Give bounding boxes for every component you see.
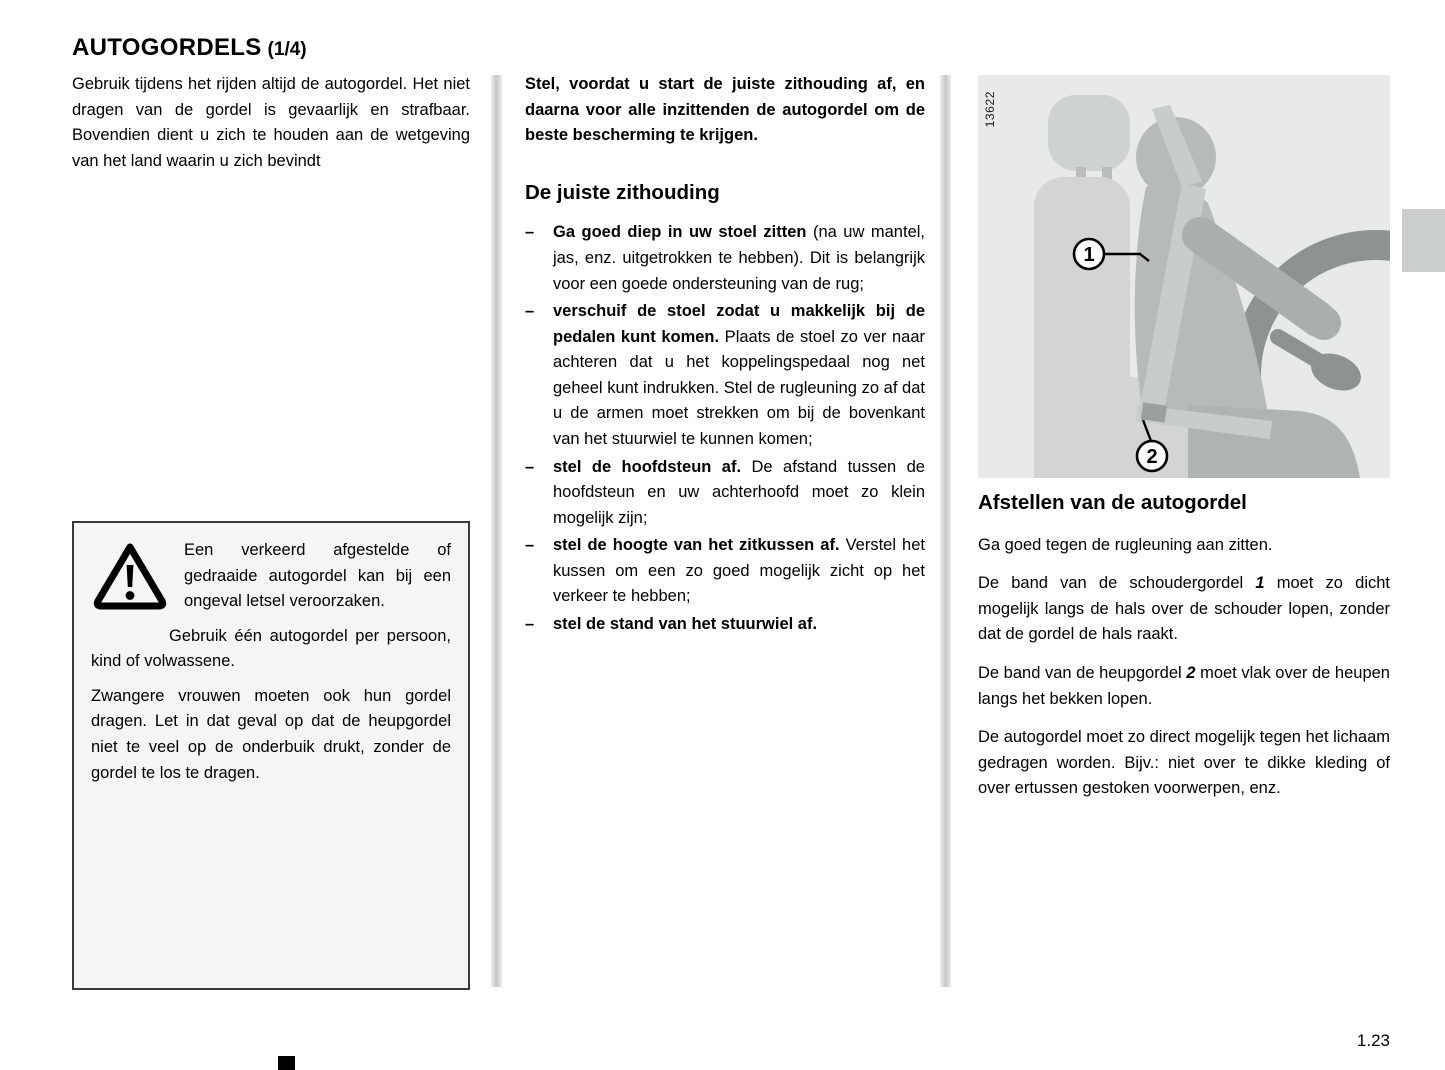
- adjust-paragraph: [978, 661, 1390, 712]
- paragraph-text: De band van de heupgordel: [978, 664, 1187, 683]
- heading-juiste-zithouding: De juiste zithouding: [525, 180, 720, 204]
- belt-buckle-shape: [1141, 402, 1167, 422]
- page-title: [72, 26, 307, 63]
- column-divider-left: [491, 75, 502, 987]
- list-item-text: Verstel het kussen om een zo goed mogelijk zicht op het verkeer te hebben;: [553, 536, 925, 606]
- dash-bullet: –: [525, 614, 535, 633]
- list-item-text: De afstand tussen de hoofdsteun en uw achterhoofd moet zo klein mogelijk zijn;: [553, 457, 925, 527]
- left-column: [72, 72, 470, 174]
- paragraph-text: moet vlak over de heupen langs het bekken lopen.: [978, 664, 1390, 708]
- list-item: [525, 299, 925, 452]
- adjust-paragraph: De autogordel moet zo direct mogelijk tegen het lichaam gedragen worden. Bijv.: niet over te dikke kleding of over ertussen gestoken voorwerpen, enz.: [978, 728, 1390, 798]
- headrest-shape: [1048, 95, 1130, 171]
- list-item-lead: verschuif de stoel zodat u makkelijk bij de pedalen kunt komen.: [553, 302, 925, 346]
- list-item: [525, 612, 925, 638]
- adjust-paragraph: [978, 571, 1390, 648]
- list-item-lead: stel de hoogte van het zitkussen af.: [553, 536, 840, 555]
- adjust-paragraph: Ga goed tegen de rugleuning aan zitten.: [978, 535, 1273, 554]
- right-column: [978, 487, 1390, 815]
- list-item-lead: stel de stand van het stuurwiel af.: [553, 614, 818, 633]
- page-title-main: AUTOGORDELS: [72, 34, 262, 61]
- seatbelt-intro-paragraph: Gebruik tijdens het rijden altijd de autogordel. Het niet dragen van de gordel is gevaarlijk en strafbaar. Bovendien dient u zich te houden aan de wetgeving van het land waarin u zich bevindt: [72, 75, 470, 170]
- middle-column: [525, 72, 925, 639]
- page-number: 1.23: [1356, 1031, 1390, 1050]
- dash-bullet: –: [525, 536, 535, 555]
- seatbelt-illustration: [978, 75, 1390, 478]
- print-registration-mark: [278, 1056, 295, 1070]
- list-item: [525, 533, 925, 610]
- list-item: [525, 455, 925, 532]
- callout-1-label: 1: [1083, 244, 1095, 266]
- figure-id: 13622: [983, 91, 997, 128]
- list-item-lead: Ga goed diep in uw stoel zitten: [553, 223, 807, 242]
- warning-triangle-icon: [91, 540, 169, 610]
- column-divider-right: [940, 75, 951, 987]
- section-edge-tab: [1402, 209, 1445, 272]
- list-item-text: (na uw mantel, jas, enz. uitgetrokken te hebben). Dit is belangrijk voor een goede ondersteuning van de rug;: [553, 223, 925, 293]
- belt-ref-2: 2: [1186, 664, 1196, 683]
- warning-paragraph: Een verkeerd afgestelde of gedraaide autogordel kan bij een ongeval letsel veroorzaken.: [184, 541, 451, 611]
- seat-back-shape: [1034, 177, 1130, 409]
- page-title-part: (1/4): [267, 39, 307, 60]
- callout-2-label: 2: [1146, 446, 1158, 468]
- dash-bullet: –: [525, 457, 535, 476]
- belt-ref-1: 1: [1255, 574, 1265, 593]
- seating-checklist: [525, 220, 925, 637]
- paragraph-text: moet zo dicht mogelijk langs de hals over de schouder lopen, zonder dat de gordel de hals raakt.: [978, 574, 1390, 644]
- dash-bullet: –: [525, 302, 535, 321]
- list-item-text: Plaats de stoel zo ver naar achteren dat u het koppelingspedaal nog net geheel kunt indrukken. Stel de rugleuning zo af dat u de armen moet strekken om bij de bovenkant van het stuurwiel te kunnen komen;: [553, 327, 925, 448]
- driver-hand-shape: [1307, 306, 1341, 340]
- list-item-lead: stel de hoofdsteun af.: [553, 457, 742, 476]
- list-item: [525, 220, 925, 297]
- paragraph-text: De band van de schoudergordel: [978, 574, 1256, 593]
- seating-intro-paragraph: Stel, voordat u start de juiste zithouding af, en daarna voor alle inzittenden de autogordel om de beste bescherming te krijgen.: [525, 75, 925, 145]
- warning-paragraph: Zwangere vrouwen moeten ook hun gordel dragen. Let in dat geval op dat de heupgordel niet te veel op de onderbuik drukt, zonder de gordel te los te dragen.: [91, 686, 451, 782]
- warning-box: [72, 521, 470, 990]
- dash-bullet: –: [525, 223, 535, 242]
- driver-seatbelt-drawing: [978, 75, 1390, 478]
- heading-afstellen-autogordel: Afstellen van de autogordel: [978, 491, 1247, 514]
- warning-paragraph: Gebruik één autogordel per persoon, kind of volwassene.: [91, 626, 451, 671]
